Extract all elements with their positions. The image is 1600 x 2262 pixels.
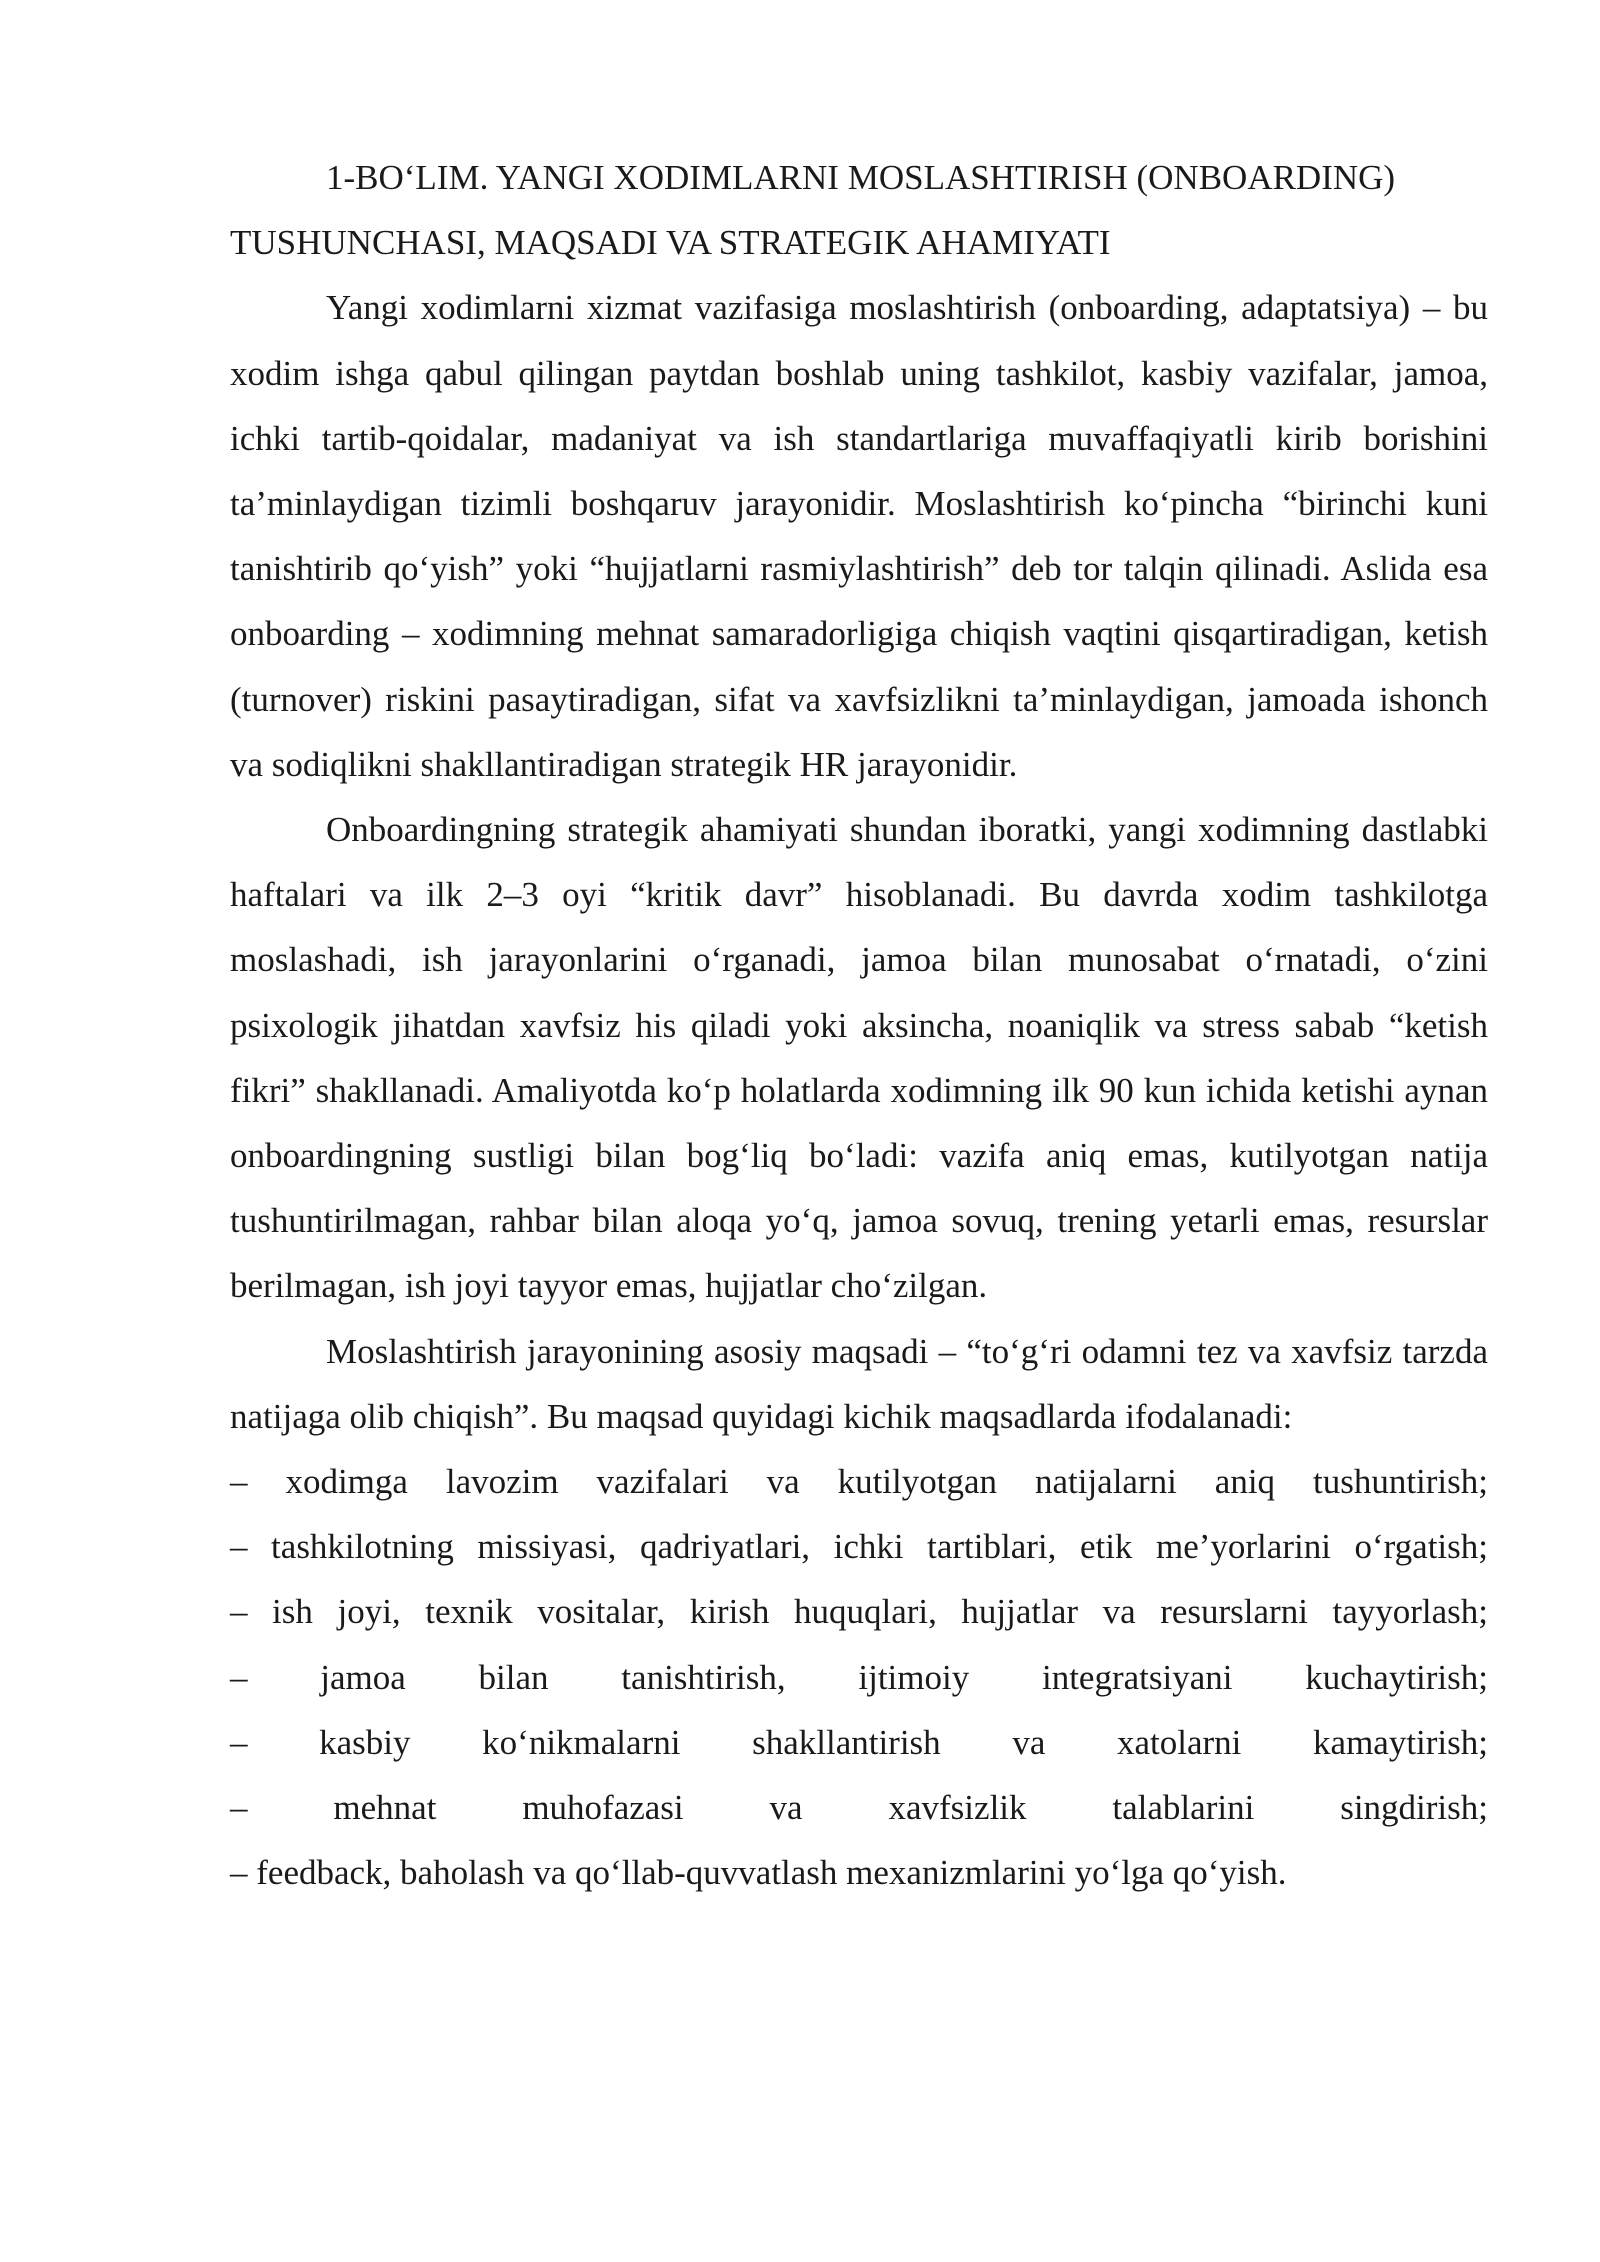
list-item: – tashkilotning missiyasi, qadriyatlari, ichki tartiblari, etik me’yorlarini o‘rgatish;: [230, 1527, 1488, 1567]
list-item: – mehnat muhofazasi va xavfsizlik talablarini singdirish;: [230, 1788, 1488, 1828]
list-item: – kasbiy ko‘nikmalarni shakllantirish va xatolarni kamaytirish;: [230, 1722, 1488, 1762]
list-item: – feedback, baholash va qo‘llab-quvvatlash mexanizmlarini yo‘lga qo‘yish.: [230, 1853, 1287, 1893]
list-item: – jamoa bilan tanishtirish, ijtimoiy integratsiyani kuchaytirish;: [230, 1657, 1488, 1697]
paragraph-strategic-importance: Onboardingning strategik ahamiyati shundan iboratki, yangi xodimning dastlabki haftalari va ilk 2–3 oyi “kritik davr” hisoblanadi. Bu davrda xodim tashkilotga moslashadi, ish jarayonlarini o‘rganadi, jamoa bilan munosabat o‘rnatadi, o‘zini psixologik jihatdan xavfsiz his qiladi yoki aksincha, noaniqlik va stress sabab “ketish fikri” shakllanadi. Amaliyotda ko‘p holatlarda xodimning ilk 90 kun ichida ketishi aynan onboardingning sustligi bilan bog‘liq bo‘ladi: vazifa aniq emas, kutilyotgan natija tushuntirilmagan, rahbar bilan aloqa yo‘q, jamoa sovuq, trening yetarli emas, resurslar berilmagan, ish joyi tayyor emas, hujjatlar cho‘zilgan.: [230, 810, 1488, 1306]
list-item: – ish joyi, texnik vositalar, kirish huquqlari, hujjatlar va resurslarni tayyorlash;: [230, 1592, 1488, 1632]
list-item: – xodimga lavozim vazifalari va kutilyotgan natijalarni aniq tushuntirish;: [230, 1462, 1488, 1502]
paragraph-definition: Yangi xodimlarni xizmat vazifasiga moslashtirish (onboarding, adaptatsiya) – bu xodim ishga qabul qilingan paytdan boshlab uning tashkilot, kasbiy vazifalar, jamoa, ichki tartib-qoidalar, madaniyat va ish standartlariga muvaffaqiyatli kirib borishini ta’minlaydigan tizimli boshqaruv jarayonidir. Moslashtirish ko‘pincha “birinchi kuni tanishtirib qo‘yish” yoki “hujjatlarni rasmiylashtirish” deb tor talqin qilinadi. Aslida esa onboarding – xodimning mehnat samaradorligiga chiqish vaqtini qisqartiradigan, ketish (turnover) riskini pasaytiradigan, sifat va xavfsizlikni ta’minlaydigan, jamoada ishonch va sodiqlikni shakllantiradigan strategik HR jarayonidir.: [230, 288, 1488, 784]
paragraph-main-goal: Moslashtirish jarayonining asosiy maqsadi – “to‘g‘ri odamni tez va xavfsiz tarzda natijaga olib chiqish”. Bu maqsad quyidagi kichik maqsadlarda ifodalanadi:: [230, 1331, 1488, 1436]
goals-list: [230, 1449, 1488, 1905]
section-heading: 1-BO‘LIM. YANGI XODIMLARNI MOSLASHTIRISH (ONBOARDING) TUSHUNCHASI, MAQSADI VA STRATEGIK AHAMIYATI: [230, 158, 1396, 263]
document-body: [230, 145, 1488, 1905]
